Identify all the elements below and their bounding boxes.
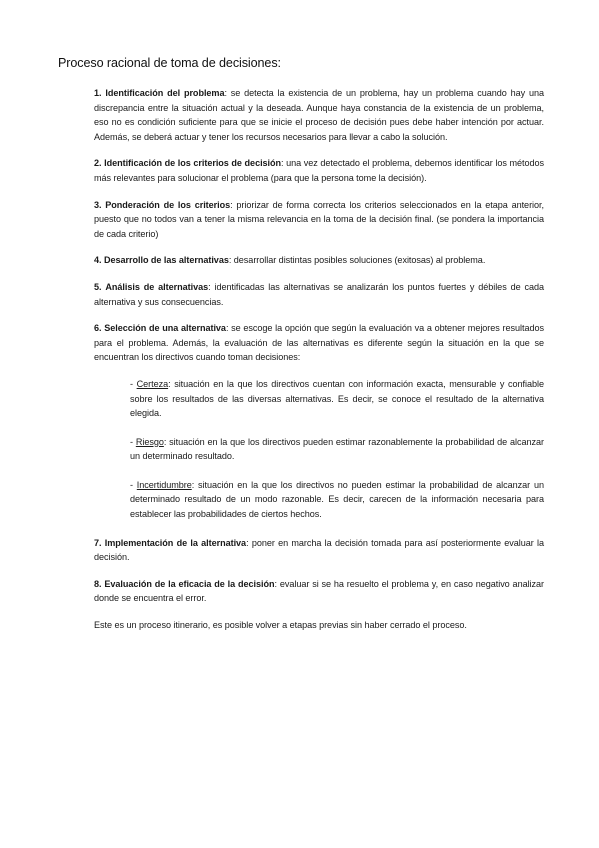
step-number: 4. xyxy=(94,255,102,266)
step-text: : identificadas las alternativas se analizarán los puntos fuertes y débiles de cada alternativa y sus consecuencias. xyxy=(94,281,545,307)
condition-certeza xyxy=(130,377,544,421)
condition-text: : situación en la que los directivos pueden estimar razonablemente la probabilidad de alcanzar un determinado resultado. xyxy=(130,436,544,462)
step-term: Análisis de alternativas xyxy=(105,281,209,292)
step-term: Identificación de los criterios de decisión xyxy=(104,158,282,169)
step-number: 5. xyxy=(94,281,102,292)
step-term: Selección de una alternativa xyxy=(104,323,226,334)
step-4 xyxy=(94,253,544,268)
step-number: 2. xyxy=(94,158,102,169)
step-6 xyxy=(94,321,544,365)
condition-text: : situación en la que los directivos cuentan con información exacta, mensurable y confiable sobre los resultados de las diversas alternativas. Es decir, se conoce el resultado de la alternativa elegida. xyxy=(130,378,544,419)
step-1 xyxy=(94,86,544,144)
step-5 xyxy=(94,280,544,309)
dash: - xyxy=(130,479,137,490)
condition-incertidumbre xyxy=(130,478,544,522)
step-term: Identificación del problema xyxy=(105,88,225,98)
step-number: 3. xyxy=(94,199,102,210)
step-text: : poner en marcha la decisión tomada para así posteriormente evaluar la decisión. xyxy=(94,537,544,563)
document-title: Proceso racional de toma de decisiones: xyxy=(58,56,281,70)
step-3 xyxy=(94,198,544,242)
dash: - xyxy=(130,378,137,389)
condition-term: Certeza xyxy=(136,378,169,389)
condition-term: Incertidumbre xyxy=(136,479,192,490)
step-text: : se detecta la existencia de un problema, hay un problema cuando hay una discrepancia entre la situación actual y la deseada. Aunque haya constancia de la existencia de un problema, eso no es condición suficiente para que se inicie el proceso de decisión pues debe haber intención por actuar. Además, se deberá actuar y tener los recursos necesarios para llevar a cabo la solución. xyxy=(94,88,545,142)
condition-riesgo xyxy=(130,435,544,464)
step-8 xyxy=(94,577,544,606)
closing-note: Este es un proceso itinerario, es posible volver a etapas previas sin haber cerrado el proceso. xyxy=(94,620,467,631)
step-number: 8. xyxy=(94,578,102,589)
step-term: Ponderación de los criterios xyxy=(105,199,231,210)
condition-term: Riesgo xyxy=(135,436,164,447)
document-body xyxy=(94,86,544,645)
step-text: : priorizar de forma correcta los criterios seleccionados en la etapa anterior, puesto que no todos van a tener la misma relevancia en la toma de la decisión final. (se pondera la importancia de cada criterio) xyxy=(94,199,544,239)
step-7 xyxy=(94,536,544,565)
step-number: 1. xyxy=(94,88,102,98)
step-term: Evaluación de la eficacia de la decisión xyxy=(104,578,275,589)
step-term: Implementación de la alternativa xyxy=(104,537,247,548)
step-number: 7. xyxy=(94,537,102,548)
step-number: 6. xyxy=(94,323,102,334)
step-text: : una vez detectado el problema, debemos identificar los métodos más relevantes para solucionar el problema (para que la persona tome la decisión). xyxy=(94,158,544,183)
step-text: : desarrollar distintas posibles soluciones (exitosas) al problema. xyxy=(228,255,486,266)
step-term: Desarrollo de las alternativas xyxy=(103,255,229,266)
step-2 xyxy=(94,156,544,185)
decision-conditions-list xyxy=(130,377,544,522)
step-text: : se escoge la opción que según la evaluación va a obtener mejores resultados para el problema. Además, la evaluación de las alternativas es diferente según la situación en la que se encuentran los directivos cuando toman decisiones: xyxy=(94,323,544,363)
step-text: : evaluar si se ha resuelto el problema y, en caso negativo analizar donde se encuentra el error. xyxy=(94,578,545,604)
condition-text: : situación en la que los directivos no pueden estimar la probabilidad de alcanzar un determinado resultado de un modo razonable. Es decir, carecen de la información necesaria para establecer las probabilidades de ciertos hechos. xyxy=(130,479,544,520)
dash: - xyxy=(130,436,136,447)
